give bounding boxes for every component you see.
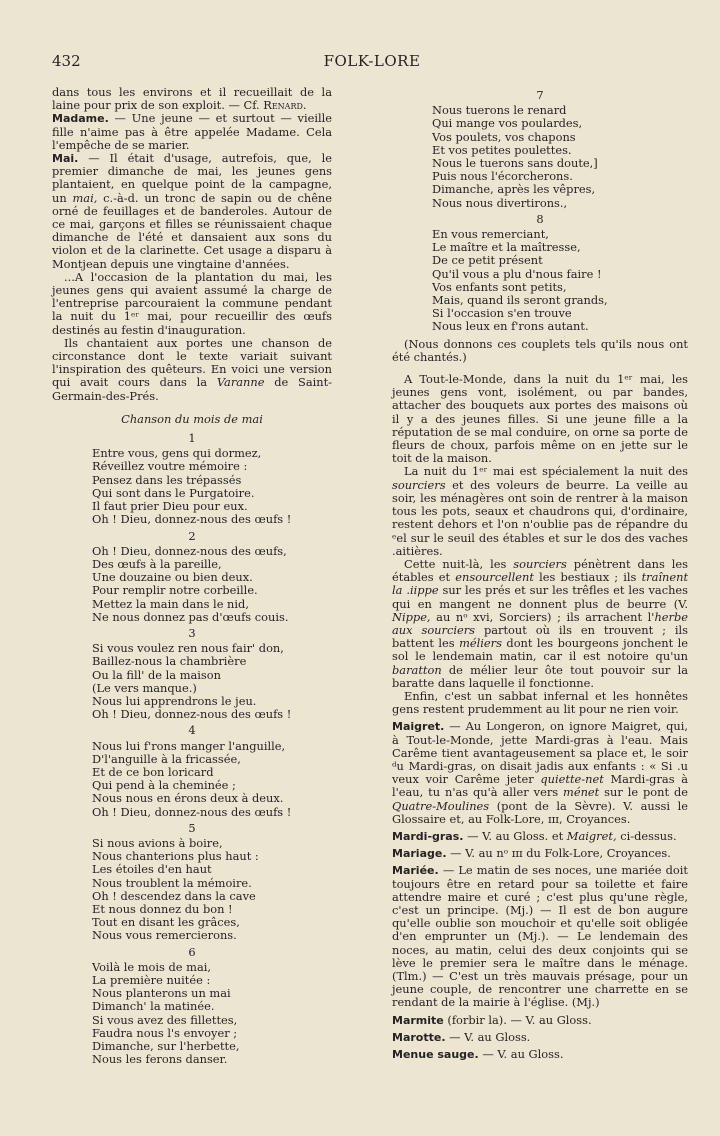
- verse-line: Ou la fill' de la maison: [92, 667, 221, 682]
- headword: Madame.: [52, 112, 109, 126]
- verse-line: Une douzaine ou bien deux.: [92, 570, 253, 585]
- verse-line: Faudra nous l's envoyer ;: [92, 1025, 238, 1040]
- stanza: [52, 447, 332, 526]
- stanza-number: 7: [536, 88, 544, 102]
- verse-line: Il faut prier Dieu pour eux.: [92, 499, 248, 514]
- verse-line: Et nous donnez du bon !: [92, 901, 233, 916]
- stanza: [52, 837, 332, 943]
- stanza: [52, 642, 332, 721]
- headword: Menue sauge.: [392, 1048, 479, 1062]
- verse-line: De ce petit présent: [432, 253, 543, 268]
- verse-line: Les étoiles d'en haut: [92, 862, 212, 877]
- stanza-number: 6: [188, 944, 196, 959]
- verse-line: Pensez dans les trépassés: [92, 472, 242, 487]
- verse-line: Si l'occasion s'en trouve: [432, 306, 572, 321]
- verse-line: Ne nous donnez pas d'œufs couis.: [92, 609, 289, 624]
- paragraph-plantation: ...A l'occasion de la plantation du mai, les jeunes gens qui avaient assumé la charge de l'entreprise parcouraient la commune pendant la nuit du 1ᵉʳ mai, pour recueillir des œufs destinés au festin d'inauguration.: [52, 269, 332, 337]
- stanza: [52, 545, 332, 624]
- page-header: [52, 52, 692, 72]
- verse-line: Dimanche, sur l'herbette,: [92, 1039, 240, 1054]
- entry-madame: Madame. — Une jeune — et surtout — vieille fille n'aime pas à être appelée Madame. Cela l'empêche de se marier.: [52, 111, 332, 152]
- stanza-number: 8: [536, 211, 544, 226]
- entry-mariage: Mariage. — V. au nᵒ ɪɪɪ du Folk-Lore, Croyances.: [392, 846, 671, 861]
- verse-line: Qui pend à la cheminée ;: [92, 778, 236, 793]
- verse-line: Mais, quand ils seront grands,: [432, 293, 608, 308]
- paragraph-nuit-mai: La nuit du 1ᵉʳ mai est spécialement la nuit des sourciers et des voleurs de beurre. La veille au soir, les ménagères ont soin de rentrer à la maison tous les pots, seaux et chaudrons qui, d'ordinaire, restent dehors et l'on n'oublie pas de répandre du ᵉel sur le seuil des étables et sur le dos des vaches .aitières.: [392, 464, 688, 558]
- verse-line: D'l'anguille à la fricassée,: [92, 751, 241, 766]
- verse-line: Vos poulets, vos chapons: [432, 129, 576, 144]
- verse-line: Des œufs à la pareille,: [92, 556, 222, 571]
- verse-line: Réveillez voutre mémoire :: [92, 459, 248, 474]
- verse-line: Tout en disant les grâces,: [92, 915, 240, 930]
- stanza: [392, 228, 688, 334]
- stanza-number: 2: [188, 528, 196, 543]
- verse-line: Si vous avez des fillettes,: [92, 1012, 238, 1027]
- left-column: [52, 86, 332, 1066]
- verse-line: Nous tuerons le renard: [432, 103, 567, 118]
- song-stanzas-continued: [392, 89, 688, 334]
- verse-line: Dimanche, après les vêpres,: [432, 182, 596, 197]
- entry-marotte: Marotte. — V. au Gloss.: [392, 1029, 531, 1044]
- verse-line: Si nous avions à boire,: [92, 835, 223, 850]
- verse-line: Nous vous remercierons.: [92, 928, 237, 943]
- entry-mariee: Mariée. — Le matin de ses noces, une mariée doit toujours être en retard pour sa toilette et faire attendre maire et curé ; c'est plus qu'une règle, c'est un principe. (Mj.) — Il est de bon augure qu'elle oublie son mouchoir et qu'elle soit obligée d'en emprunter un (Mj.). — Le lendemain des noces, au matin, celui des deux conjoints qui se lève le premier sera le maître dans le ménage. (Tlm.) — C'est un très mauvais présage, pour un jeune couple, de rencontrer une charrette en se rendant de la mairie à l'église. (Mj.): [392, 863, 689, 1010]
- verse-line: Et de ce bon loricard: [92, 764, 214, 779]
- verse-line: Oh ! Dieu, donnez-nous des œufs !: [92, 804, 292, 819]
- song-stanzas: [52, 432, 332, 1066]
- verse-line: Nous nous en érons deux à deux.: [92, 791, 284, 806]
- verse-line: Entre vous, gens qui dormez,: [92, 446, 262, 461]
- verse-line: Voilà le mois de mai,: [92, 959, 212, 974]
- stanza: [52, 961, 332, 1067]
- headword: Mai.: [52, 152, 79, 166]
- song-title: Chanson du mois de mai: [121, 411, 263, 426]
- verse-line: Vos enfants sont petits,: [432, 279, 567, 294]
- verse-line: La première nuitée :: [92, 973, 211, 987]
- verse-line: Oh ! descendez dans la cave: [92, 888, 256, 903]
- stanza: [52, 740, 332, 819]
- cross-reference: Renard.: [263, 98, 307, 113]
- entry-menue-sauge: Menue sauge. — V. au Gloss.: [392, 1047, 564, 1062]
- verse-line: Nous lui apprendrons le jeu.: [92, 693, 257, 708]
- verse-line: Qui mange vos poulardes,: [432, 116, 583, 131]
- verse-line: Le maître et la maîtresse,: [432, 240, 581, 255]
- stanza-number: 4: [188, 723, 196, 738]
- verse-line: Mettez la main dans le nid,: [92, 596, 249, 611]
- intro-paragraph: dans tous les environs et il recueillait de la laine pour prix de son exploit. — Cf. Renard.: [52, 85, 332, 113]
- verse-line: Qui sont dans le Purgatoire.: [92, 485, 255, 500]
- verse-line: Dimanch' la matinée.: [92, 999, 215, 1014]
- verse-line: Si vous voulez ren nous fair' don,: [92, 641, 284, 656]
- verse-line: Oh ! Dieu, donnez-nous des œufs !: [92, 512, 292, 527]
- verse-line: Nous le tuerons sans doute,]: [432, 156, 598, 171]
- verse-line: En vous remerciant,: [432, 227, 549, 242]
- paragraph-tout-le-monde: A Tout-le-Monde, dans la nuit du 1ᵉʳ mai, les jeunes gens vont, isolément, ou par bandes, attacher des bouquets aux portes des maisons où il y a des jeunes filles. Si une jeune fille a la réputation de se mal conduire, on orne sa porte de fleurs de choux, parfois même on en jette sur le toit de la maison.: [392, 372, 688, 466]
- entry-mai: Mai. — Il était d'usage, autrefois, que, le premier dimanche de mai, les jeunes gens plantaient, en quelque point de la campagne, un mai, c.-à-d. un tronc de sapin ou de chêne orné de feuillages et de banderoles. Autour de ce mai, garçons et filles se réunissaient chaque dimanche de l'été et dansaient aux sons du violon et de la clarinette. Cet usage a disparu à Montjean depuis une vingtaine d'années.: [52, 151, 333, 271]
- verse-line: Nous les ferons danser.: [92, 1052, 228, 1067]
- right-column: [392, 86, 688, 1061]
- headword: Mariage.: [392, 847, 447, 861]
- headword: Mariée.: [392, 864, 439, 878]
- headword: Mardi-gras.: [392, 829, 464, 843]
- paragraph-chanson: Ils chantaient aux portes une chanson de circonstance dont le texte variait suivant l'inspiration des quêteurs. En voici une version qui avait cours dans la Varanne de Saint-Germain-des-Prés.: [52, 335, 333, 403]
- verse-line: Nous nous divertirons.,: [432, 195, 568, 210]
- verse-line: Nous troublent la mémoire.: [92, 875, 252, 890]
- entry-marmite: Marmite (forbir la). — V. au Gloss.: [392, 1012, 592, 1027]
- verse-line: Pour remplir notre corbeille.: [92, 583, 258, 598]
- stanza: [392, 104, 688, 210]
- stanza-number: 3: [188, 625, 196, 640]
- stanza-number: 1: [188, 431, 196, 446]
- verse-line: Baillez-nous la chambrière: [92, 654, 247, 669]
- paragraph-sabbat: Enfin, c'est un sabbat infernal et les honnêtes gens restent prudemment au lit pour ne rien voir.: [392, 688, 688, 717]
- headword: Marotte.: [392, 1030, 446, 1044]
- verse-line: Nous lui f'rons manger l'anguille,: [92, 738, 286, 753]
- verse-line: Puis nous l'écorcherons.: [432, 169, 573, 184]
- verse-line: Nous chanterions plus haut :: [92, 849, 259, 864]
- verse-line: Nous leux en f'rons autant.: [432, 319, 589, 334]
- verse-line: Et vos petites poulettes.: [432, 142, 572, 157]
- verse-line: Oh ! Dieu, donnez-nous des œufs,: [92, 543, 287, 558]
- verse-line: Nous planterons un mai: [92, 986, 231, 1001]
- verse-line: Qu'il vous a plu d'nous faire !: [432, 266, 602, 281]
- page-number: 432: [52, 52, 81, 70]
- entry-mardi-gras: Mardi-gras. — V. au Gloss. et Maigret, ci-dessus.: [392, 828, 677, 843]
- verse-line: (Le vers manque.): [92, 680, 197, 695]
- headword: Maigret.: [392, 720, 445, 734]
- entry-maigret: Maigret. — Au Longeron, on ignore Maigret, qui, à Tout-le-Monde, jette Mardi-gras à l'eau. Mais Carême tient avantageusement sa place et, le soir ᵈu Mardi-gras, on disait jadis aux enfants : « Si .u veux voir Carême jeter quiette-net Mardi-gras à l'eau, tu n'as qu'à aller vers ménet sur le pont de Quatre-Moulines (pont de la Sèvre). V. aussi le Glossaire et, au Folk-Lore, ɪɪɪ, Croyances.: [392, 719, 689, 826]
- verse-line: Oh ! Dieu, donnez-nous des œufs !: [92, 707, 292, 722]
- song-note: (Nous donnons ces couplets tels qu'ils nous ont été chantés.): [392, 336, 688, 364]
- headword: Marmite: [392, 1013, 444, 1027]
- running-title: FOLK-LORE: [323, 52, 421, 70]
- stanza-number: 5: [188, 820, 196, 835]
- paragraph-sourciers: Cette nuit-là, les sourciers pénètrent dans les étables et ensourcellent les bestiaux ; ils traînent la .iippe sur les prés et sur les trêfles et les vaches qui en mangent ne donnent plus de beurre (V. Nippe, au nᵒ xvi, Sorciers) ; ils arrachent l'herbe aux sourciers partout où ils en trouvent ; ils battent les méliers dont les bourgeons jonchent le sol le lendemain matin, car il est notoire qu'un baratton de mélier leur ôte tout pouvoir sur la baratte dans laquelle il fonctionne.: [392, 556, 689, 690]
